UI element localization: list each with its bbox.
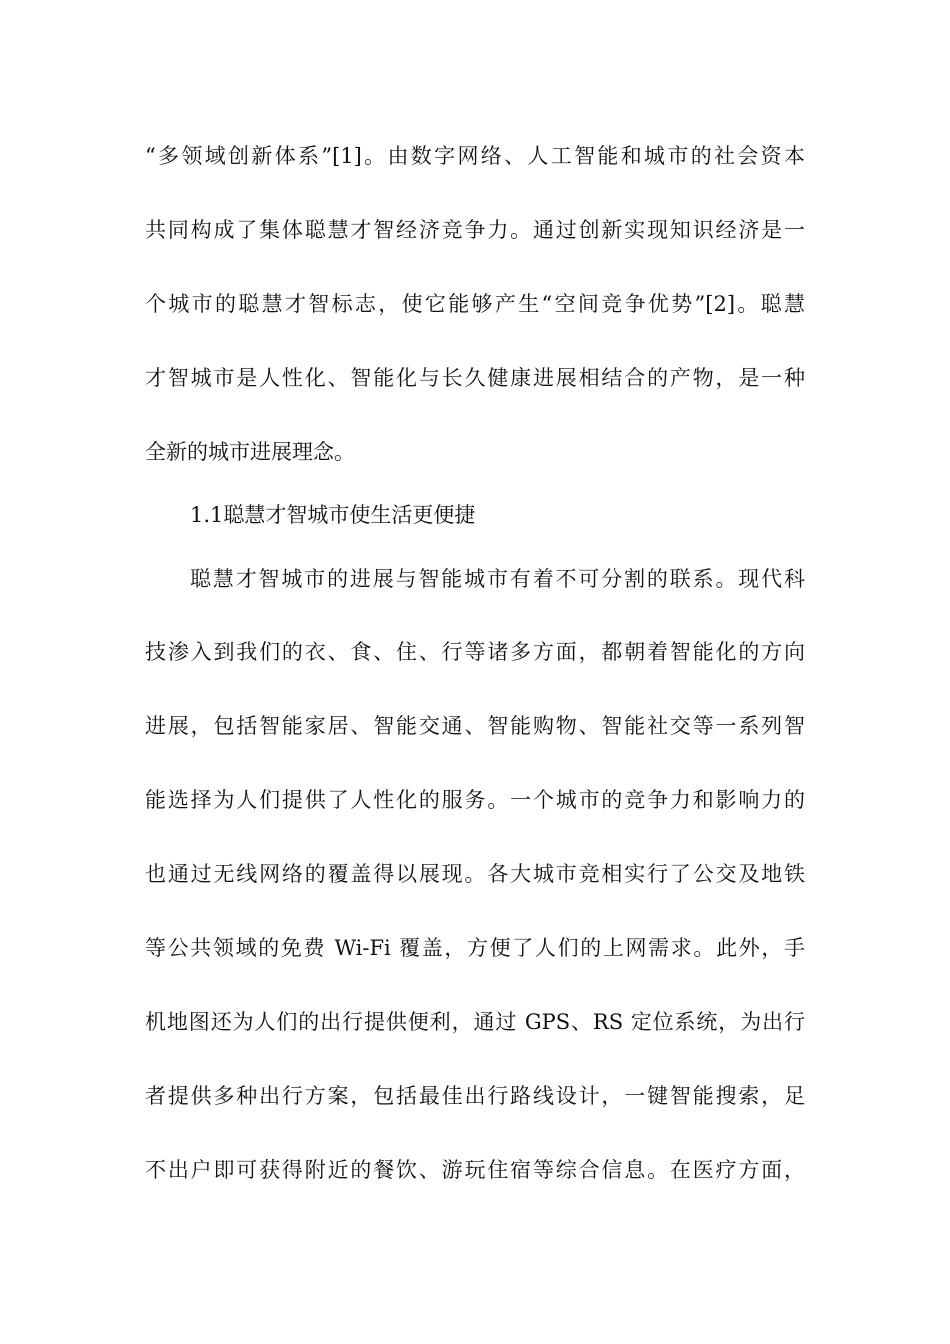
paragraph-1-line-2: 共同构成了集体聪慧才智经济竞争力。通过创新实现知识经济是一 bbox=[145, 218, 805, 242]
paragraph-1-line-5: 全新的城市进展理念。 bbox=[145, 440, 355, 464]
paragraph-2-line-2: 技渗入到我们的衣、食、住、行等诸多方面，都朝着智能化的方向 bbox=[145, 640, 805, 664]
paragraph-2-line-9: 不出户即可获得附近的餐饮、游玩住宿等综合信息。在医疗方面， bbox=[145, 1158, 805, 1182]
paragraph-2-line-4: 能选择为人们提供了人性化的服务。一个城市的竞争力和影响力的 bbox=[145, 788, 805, 812]
paragraph-2-line-5: 也通过无线网络的覆盖得以展现。各大城市竞相实行了公交及地铁 bbox=[145, 862, 805, 886]
paragraph-2-line-3: 进展，包括智能家居、智能交通、智能购物、智能社交等一系列智 bbox=[145, 714, 805, 738]
paragraph-2-line-1: 聪慧才智城市的进展与智能城市有着不可分割的联系。现代科 bbox=[190, 567, 805, 591]
paragraph-2-line-8: 者提供多种出行方案，包括最佳出行路线设计，一键智能搜索，足 bbox=[145, 1084, 805, 1108]
paragraph-2-line-6: 等公共领域的免费 Wi-Fi 覆盖，方便了人们的上网需求。此外，手 bbox=[145, 936, 805, 960]
paragraph-2-line-7: 机地图还为人们的出行提供便利，通过 GPS、RS 定位系统，为出行 bbox=[145, 1010, 805, 1034]
paragraph-1-line-4: 才智城市是人性化、智能化与长久健康进展相结合的产物，是一种 bbox=[145, 366, 805, 390]
paragraph-1-line-3: 个城市的聪慧才智标志，使它能够产生“空间竞争优势”[2]。聪慧 bbox=[145, 292, 805, 316]
section-heading: 1.1聪慧才智城市使生活更便捷 bbox=[190, 503, 476, 527]
paragraph-1-line-1: “多领域创新体系”[1]。由数字网络、人工智能和城市的社会资本 bbox=[145, 144, 805, 168]
